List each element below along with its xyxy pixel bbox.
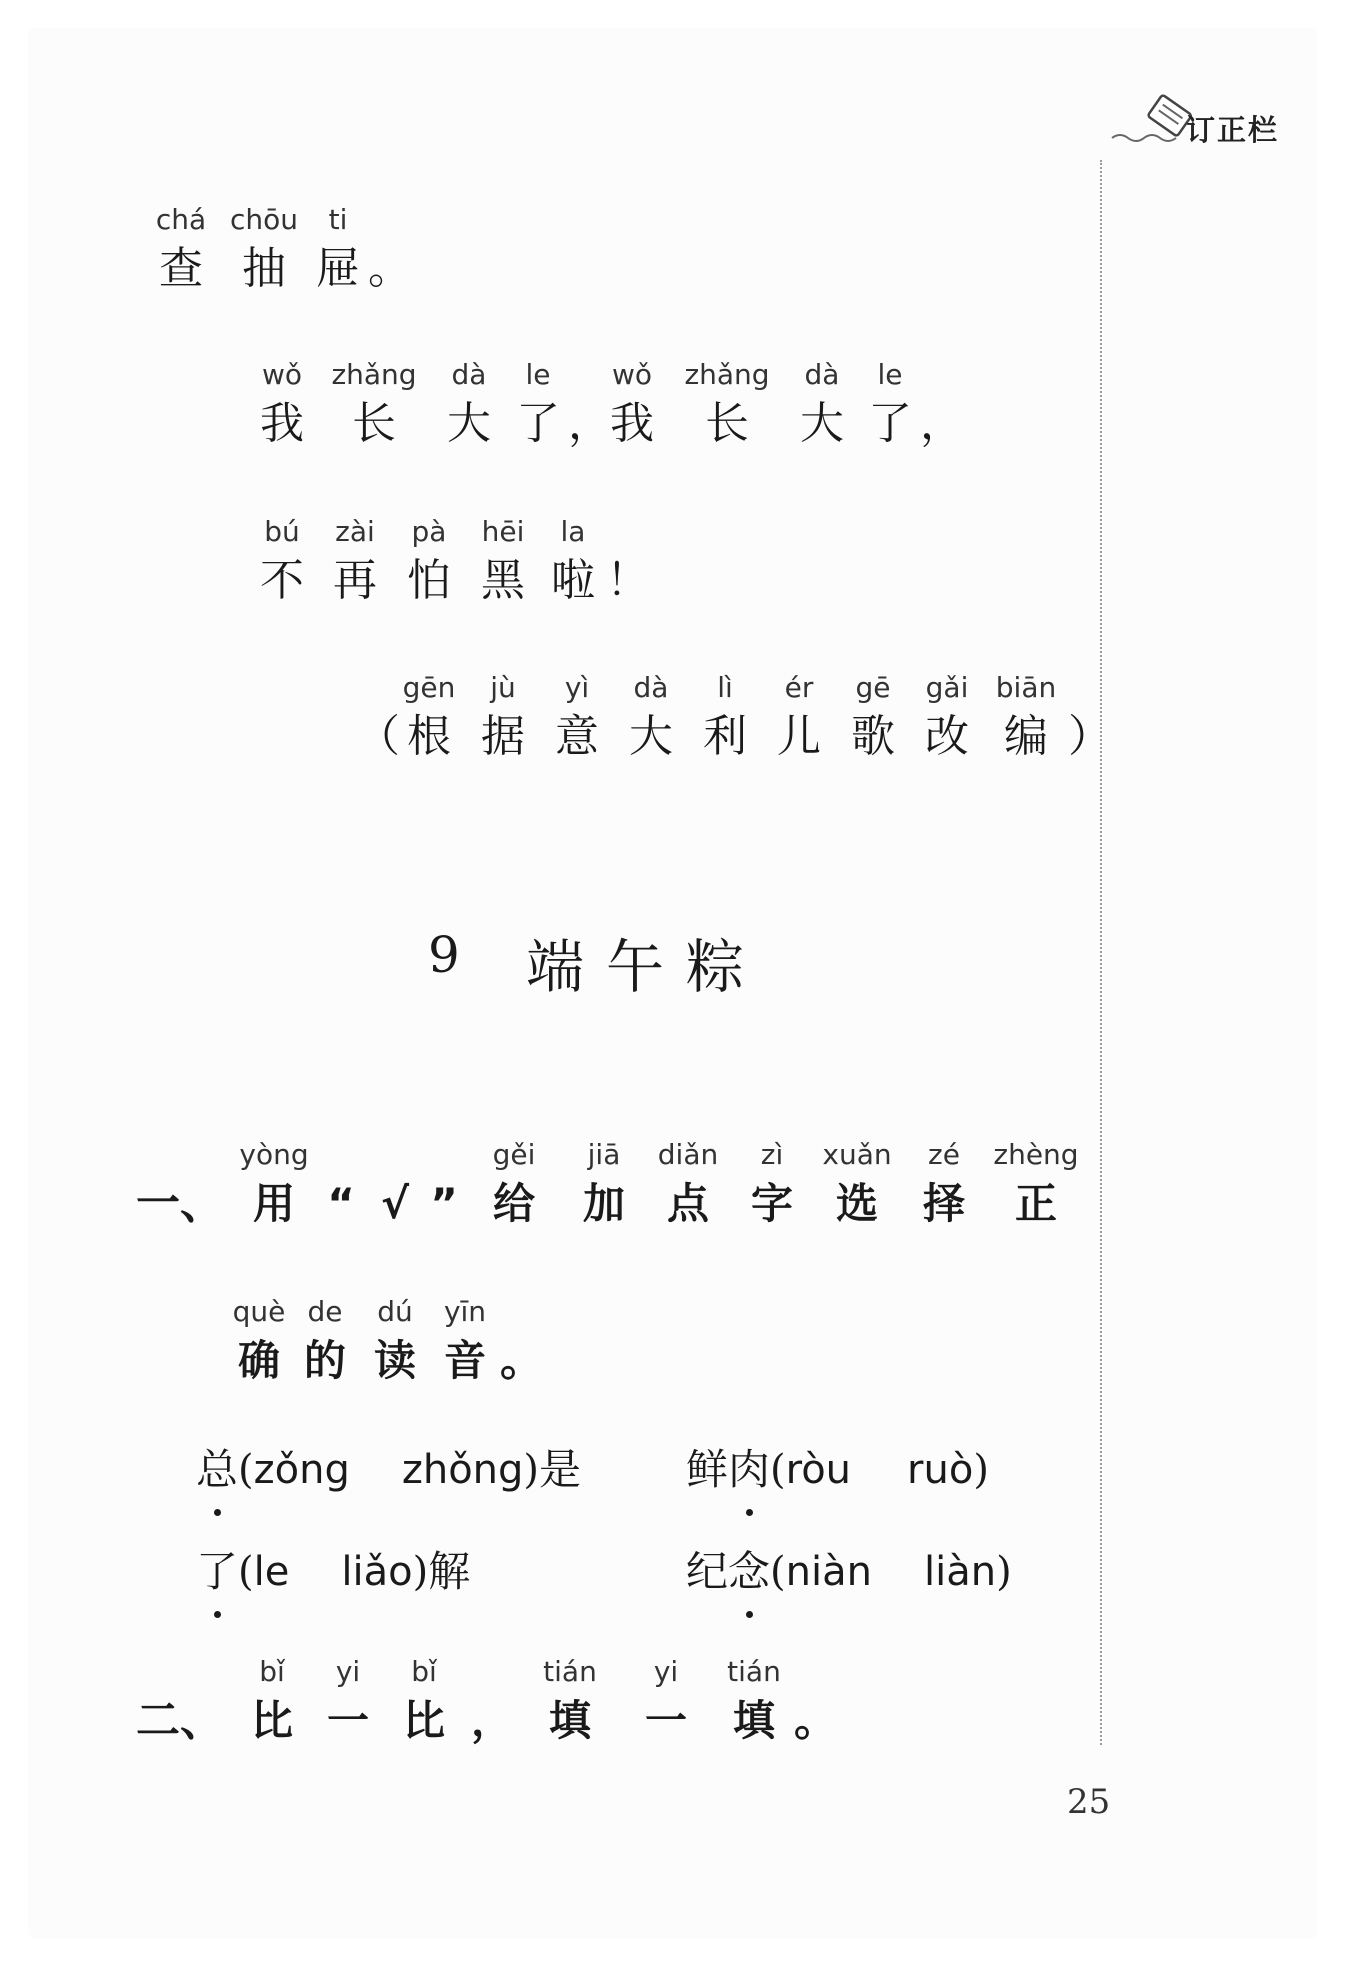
ruby-word bbox=[688, 668, 762, 766]
hanzi: 一 bbox=[326, 1696, 369, 1745]
punctuation: ) bbox=[973, 1447, 989, 1493]
hanzi: 比 bbox=[402, 1696, 445, 1745]
hanzi: 再 bbox=[333, 555, 377, 606]
hanzi: 给 bbox=[492, 1179, 535, 1228]
punctuation: ， bbox=[920, 398, 964, 449]
ruby-word bbox=[762, 668, 836, 766]
ruby-word bbox=[466, 1135, 562, 1233]
pinyin: jù bbox=[490, 671, 516, 704]
question-2 bbox=[136, 1652, 838, 1750]
pinyin: tián bbox=[543, 1655, 597, 1688]
pinyin: zhèng bbox=[993, 1138, 1079, 1171]
ruby-word bbox=[540, 512, 606, 610]
option-item bbox=[686, 1440, 989, 1500]
hanzi: 肉 bbox=[728, 1445, 771, 1494]
hanzi: 解 bbox=[428, 1547, 471, 1596]
pinyin-choice[interactable]: liǎo bbox=[341, 1549, 413, 1595]
ruby-word bbox=[392, 512, 466, 610]
pinyin: dà bbox=[451, 358, 487, 391]
punctuation: ( bbox=[238, 1549, 254, 1595]
hanzi: 总 bbox=[196, 1445, 239, 1494]
ruby-word bbox=[670, 355, 784, 453]
question-prefix: 二、 bbox=[136, 1695, 224, 1746]
hanzi: 利 bbox=[703, 711, 747, 762]
pinyin-choice[interactable]: ruò bbox=[907, 1447, 974, 1493]
pinyin: ér bbox=[784, 671, 814, 704]
pinyin-choice[interactable]: ròu bbox=[785, 1447, 852, 1493]
punctuation: ) bbox=[523, 1447, 540, 1493]
pinyin: què bbox=[232, 1295, 286, 1328]
punctuation: ， bbox=[568, 398, 612, 449]
ruby-word bbox=[814, 1135, 900, 1233]
ruby-word bbox=[430, 1292, 500, 1390]
pinyin: lì bbox=[717, 671, 733, 704]
pinyin: le bbox=[877, 358, 903, 391]
lesson-title: 端午粽 bbox=[526, 933, 767, 1001]
hanzi: 念 bbox=[728, 1547, 771, 1596]
hanzi: 不 bbox=[260, 555, 304, 606]
emphasis-dot bbox=[746, 1611, 753, 1618]
pinyin: wǒ bbox=[611, 358, 653, 391]
pinyin: tián bbox=[727, 1655, 781, 1688]
poem-line-2 bbox=[246, 355, 964, 453]
options-row-1 bbox=[196, 1440, 1096, 1500]
pinyin: gǎi bbox=[925, 671, 969, 704]
emphasis-dot bbox=[214, 1611, 221, 1618]
ruby-word bbox=[462, 1652, 522, 1750]
pinyin: yi bbox=[653, 1655, 679, 1688]
hanzi: 是 bbox=[539, 1445, 582, 1494]
question-1-line-2 bbox=[228, 1292, 544, 1390]
hanzi: 填 bbox=[548, 1696, 591, 1745]
punctuation: （ bbox=[356, 711, 400, 762]
ruby-word bbox=[318, 355, 430, 453]
punctuation: 。 bbox=[500, 1335, 544, 1386]
option-item bbox=[686, 1542, 1012, 1602]
ruby-word bbox=[234, 1135, 314, 1233]
ruby-word bbox=[618, 1652, 714, 1750]
hanzi: 查 bbox=[159, 243, 203, 294]
lesson-number: 9 bbox=[428, 926, 460, 984]
ruby-word bbox=[540, 668, 614, 766]
option-item bbox=[196, 1542, 470, 1602]
pinyin: la bbox=[560, 515, 586, 548]
hanzi: 大 bbox=[629, 711, 673, 762]
ruby-word bbox=[228, 1292, 290, 1390]
emphasis-dot bbox=[746, 1509, 753, 1516]
hanzi: 大 bbox=[447, 398, 491, 449]
hanzi: 抽 bbox=[242, 243, 286, 294]
hanzi: 儿 bbox=[777, 711, 821, 762]
hanzi: 编 bbox=[1004, 711, 1048, 762]
punctuation: ） bbox=[1068, 711, 1112, 762]
hanzi: √ bbox=[380, 1179, 409, 1228]
pinyin: le bbox=[525, 358, 551, 391]
pinyin: bǐ bbox=[259, 1655, 285, 1688]
pinyin: hēi bbox=[481, 515, 525, 548]
punctuation: ( bbox=[238, 1447, 254, 1493]
hanzi: 了 bbox=[516, 398, 560, 449]
pinyin-choice[interactable]: le bbox=[253, 1549, 290, 1595]
pinyin: xuǎn bbox=[822, 1138, 892, 1171]
poem-source bbox=[356, 668, 1112, 766]
pinyin: ti bbox=[328, 203, 348, 236]
ruby-word bbox=[784, 355, 860, 453]
hanzi: 我 bbox=[260, 398, 304, 449]
hanzi: 黑 bbox=[481, 555, 525, 606]
pinyin: dà bbox=[633, 671, 669, 704]
ruby-word bbox=[522, 1652, 618, 1750]
ruby-word bbox=[246, 355, 318, 453]
punctuation: 。 bbox=[794, 1695, 838, 1746]
hanzi: 鲜 bbox=[686, 1445, 729, 1494]
pinyin-choice[interactable]: zǒng bbox=[253, 1447, 350, 1493]
pinyin: zì bbox=[760, 1138, 784, 1171]
dotted-character bbox=[196, 1440, 238, 1500]
hanzi: 长 bbox=[705, 398, 749, 449]
option-item bbox=[196, 1440, 581, 1500]
dotted-character bbox=[728, 1440, 770, 1500]
hanzi: 改 bbox=[925, 711, 969, 762]
punctuation: ( bbox=[770, 1549, 786, 1595]
pinyin: zhǎng bbox=[331, 358, 417, 391]
hanzi: 读 bbox=[373, 1336, 416, 1385]
emphasis-dot bbox=[214, 1509, 221, 1516]
hanzi: 一 bbox=[644, 1696, 687, 1745]
pinyin-choice[interactable]: niàn bbox=[785, 1549, 872, 1595]
pinyin: yīn bbox=[443, 1295, 487, 1328]
poem-line-3 bbox=[246, 512, 650, 610]
hanzi: 大 bbox=[800, 398, 844, 449]
pinyin: chá bbox=[155, 203, 207, 236]
pinyin: gēn bbox=[402, 671, 456, 704]
hanzi: 点 bbox=[666, 1179, 709, 1228]
ruby-word bbox=[836, 668, 910, 766]
question-1-line-1 bbox=[136, 1135, 1084, 1233]
pinyin: gěi bbox=[492, 1138, 536, 1171]
correction-header bbox=[1110, 88, 1325, 158]
hanzi: 正 bbox=[1014, 1179, 1057, 1228]
hanzi: 纪 bbox=[686, 1547, 729, 1596]
ruby-word bbox=[562, 1135, 646, 1233]
ruby-word bbox=[386, 1652, 462, 1750]
page-number: 25 bbox=[1067, 1782, 1111, 1822]
ruby-word bbox=[646, 1135, 730, 1233]
hanzi: “ bbox=[327, 1179, 355, 1228]
correction-column-divider bbox=[1100, 160, 1102, 1745]
hanzi: 填 bbox=[732, 1696, 775, 1745]
pinyin: gē bbox=[855, 671, 891, 704]
ruby-word bbox=[430, 355, 508, 453]
hanzi: 歌 bbox=[851, 711, 895, 762]
hanzi: 用 bbox=[252, 1179, 295, 1228]
hanzi: 择 bbox=[922, 1179, 965, 1228]
correction-title: 订正栏 bbox=[1186, 113, 1280, 147]
ruby-word bbox=[422, 1135, 466, 1233]
hanzi: 怕 bbox=[407, 555, 451, 606]
punctuation: ) bbox=[412, 1549, 429, 1595]
ruby-word bbox=[360, 1292, 430, 1390]
punctuation: ！ bbox=[606, 555, 650, 606]
ruby-word bbox=[234, 1652, 310, 1750]
hanzi: 字 bbox=[750, 1179, 793, 1228]
ruby-word bbox=[318, 512, 392, 610]
pinyin: de bbox=[307, 1295, 343, 1328]
ruby-word bbox=[508, 355, 568, 453]
ruby-word bbox=[984, 668, 1068, 766]
ruby-word bbox=[142, 200, 220, 298]
question-prefix: 一、 bbox=[136, 1178, 224, 1229]
pinyin: yì bbox=[564, 671, 590, 704]
punctuation: 。 bbox=[368, 243, 412, 294]
ruby-word bbox=[860, 355, 920, 453]
pinyin: biān bbox=[995, 671, 1057, 704]
hanzi: 的 bbox=[303, 1336, 346, 1385]
hanzi: 意 bbox=[555, 711, 599, 762]
pinyin: yi bbox=[335, 1655, 361, 1688]
hanzi: 了 bbox=[868, 398, 912, 449]
pinyin: diǎn bbox=[657, 1138, 719, 1171]
hanzi: 确 bbox=[237, 1336, 280, 1385]
checkmark-icon bbox=[368, 1135, 422, 1233]
hanzi: 根 bbox=[407, 711, 451, 762]
pinyin: dú bbox=[377, 1295, 413, 1328]
pinyin: zé bbox=[928, 1138, 960, 1171]
poem-line-1 bbox=[142, 200, 412, 298]
pinyin: pà bbox=[411, 515, 447, 548]
ruby-word bbox=[594, 355, 670, 453]
dotted-character bbox=[196, 1542, 238, 1602]
ruby-word bbox=[290, 1292, 360, 1390]
ruby-word bbox=[714, 1652, 794, 1750]
ruby-word bbox=[466, 668, 540, 766]
hanzi: 啦 bbox=[551, 555, 595, 606]
hanzi: 音 bbox=[443, 1336, 486, 1385]
punctuation: ) bbox=[996, 1549, 1012, 1595]
ruby-word bbox=[246, 512, 318, 610]
ruby-word bbox=[910, 668, 984, 766]
ruby-word bbox=[220, 200, 308, 298]
pinyin: bǐ bbox=[411, 1655, 437, 1688]
ruby-word bbox=[730, 1135, 814, 1233]
ruby-word bbox=[614, 668, 688, 766]
pinyin: zhǎng bbox=[684, 358, 770, 391]
ruby-word bbox=[466, 512, 540, 610]
hanzi: 长 bbox=[352, 398, 396, 449]
pinyin-choice[interactable]: zhǒng bbox=[401, 1447, 524, 1493]
dotted-character bbox=[728, 1542, 770, 1602]
hanzi: 了 bbox=[196, 1547, 239, 1596]
hanzi: 加 bbox=[582, 1179, 625, 1228]
pinyin: jiā bbox=[587, 1138, 621, 1171]
pinyin-choice[interactable]: liàn bbox=[923, 1549, 997, 1595]
hanzi: 我 bbox=[610, 398, 654, 449]
pinyin: zài bbox=[335, 515, 375, 548]
pinyin: bú bbox=[264, 515, 300, 548]
hanzi: 选 bbox=[835, 1179, 878, 1228]
ruby-word bbox=[988, 1135, 1084, 1233]
options-row-2 bbox=[196, 1542, 1096, 1602]
punctuation: ( bbox=[770, 1447, 786, 1493]
ruby-word bbox=[314, 1135, 368, 1233]
pinyin: chōu bbox=[229, 203, 299, 236]
pinyin: wǒ bbox=[261, 358, 303, 391]
pinyin: dà bbox=[804, 358, 840, 391]
ruby-word bbox=[310, 1652, 386, 1750]
hanzi: ” bbox=[430, 1179, 458, 1228]
hanzi: 屉 bbox=[316, 243, 360, 294]
hanzi: 据 bbox=[481, 711, 525, 762]
ruby-word bbox=[900, 1135, 988, 1233]
ruby-word bbox=[308, 200, 368, 298]
hanzi: ， bbox=[470, 1696, 513, 1745]
hanzi: 比 bbox=[250, 1696, 293, 1745]
ruby-word bbox=[392, 668, 466, 766]
pinyin: yòng bbox=[239, 1138, 309, 1171]
